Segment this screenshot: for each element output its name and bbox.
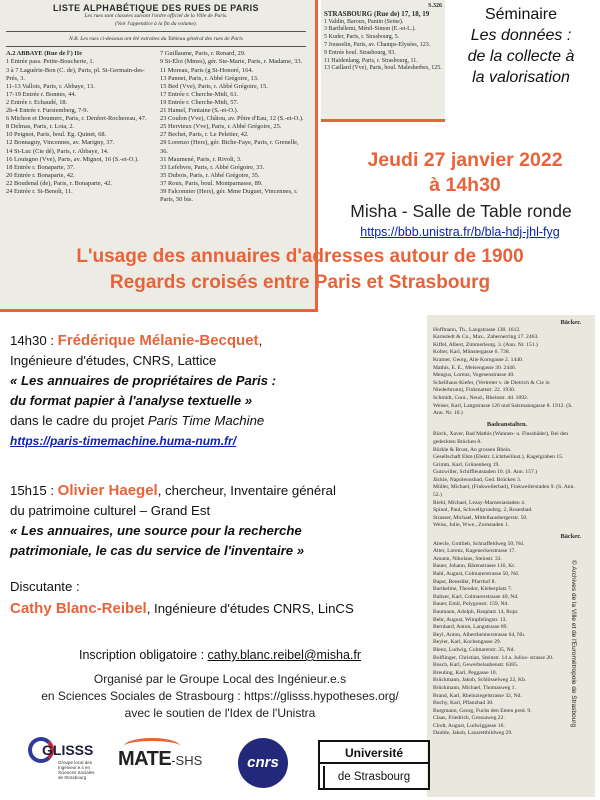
talk-1-link[interactable]: https://paris-timemachine.huma-num.fr/ — [10, 434, 237, 448]
scan-line: Brand, Karl, Rheinziegelstrasse 32, Nd. — [433, 692, 522, 699]
scan-line: 12 Bonnaguy, Vincennes, av. Marigny, 37. — [6, 139, 115, 147]
seminar-block — [446, 4, 596, 88]
scan-line: Strasser, Michael, Mittelhausbergerstr. 50. — [433, 514, 528, 521]
scan-right-header: Bäcker. — [560, 319, 581, 326]
scan-line: Mathis, E. E., Meisengasse 30. 2446. — [433, 364, 517, 371]
archive-credit: © Archives de la Ville et de l'Eurométropole de Strasbourg — [570, 560, 577, 728]
event-link[interactable]: https://bbb.unistra.fr/b/bla-hdj-jhl-fyg — [360, 225, 560, 239]
cnrs-logo: cnrs — [238, 738, 288, 788]
scan-line: 9 Entrée boul. Strasbourg, 93. — [324, 49, 396, 56]
scan-line: Beyler, Karl, Kochengasse 29. — [433, 639, 502, 646]
scan-line: 14 St-Luc (Cie dé), Paris, r. Abbaye, 14. — [6, 147, 109, 155]
scan-line: 11 Haidenlang, Paris, r. Strasbourg, 11. — [324, 57, 418, 64]
registration-label: Inscription obligatoire — [78, 648, 198, 662]
event-place: Misha - Salle de Table ronde — [350, 201, 572, 221]
seminar-topic-2: de la collecte à — [467, 48, 575, 65]
scan-line: 29 Lorenzo (Hers), gér. Biche-Faye, Paris, r. Grenelle, 36. — [160, 139, 299, 155]
scan-line: Clodt, August, Ludwiggasse 16. — [433, 722, 505, 729]
scan-line: Buchy, Karl, Pflanzbad 30. — [433, 700, 494, 707]
scan-line: Bapst, Benedikt, Pfarrhof 8. — [433, 578, 496, 585]
scan-line: Barthelme, Theodor, Kleberplatz 7. — [433, 586, 513, 593]
unistra-logo-line-1: Université — [320, 742, 428, 764]
scan-ref: N.B. Les rues ci-dessous ont été extraites du Tableau général des rues de Paris — [69, 36, 243, 43]
scan-line: 3 Barthélemi, Ménil-Simon (E.-et-L.). — [324, 26, 416, 33]
scan-line: Bauer, Emil, Polygonstr. 159, Nd. — [433, 601, 509, 608]
scan-line: Weiss, Julie, Wwe., Zornstaden 1. — [433, 522, 510, 529]
scan-line: 2b-4 Entrée r. Furstemberg, 7-9. — [6, 107, 89, 115]
talk-1-time: 14h30 : — [10, 333, 58, 348]
scan-line: 23 Coulon (Vve), Châtou, av. Pôtre d'Eau, 12 (S.-et-O.). — [160, 115, 304, 123]
scan-right-lines-b — [433, 431, 581, 530]
gliss-logo-word: GLISSS — [42, 742, 94, 758]
talk-1-title-1: « Les annuaires de propriétaires de Paris : — [10, 373, 277, 388]
scan-line: Breuling, Karl, Peggasse 10. — [433, 669, 498, 676]
scan-line: Brückmann, Michael, Thomasweg 1. — [433, 684, 516, 691]
scan-line: Schellhaus-Kiefer, (Vertreter v. de Dietrich & Cie in Niederbronn), Finkmattstr. 22. 1930. — [433, 379, 550, 394]
scan-line: 1 Entrée pass. Petite-Boucherie, 1. — [6, 58, 95, 66]
scan-subheading: Les rues sont classées suivant l'ordre officiel de la Ville de Paris. — [84, 13, 228, 20]
talk-2-role-1: , chercheur, Inventaire général — [157, 483, 336, 498]
scan-left-column — [6, 50, 152, 204]
registration-email[interactable]: cathy.blanc.reibel@misha.fr — [207, 648, 362, 662]
scan-line: Abecle, Gottlieb, Schnaffeldweg 50, Nd. — [433, 540, 525, 547]
scan-line: Spinnl, Paul, Schwellgrundstg. 2, Rosenbad. — [433, 507, 533, 514]
scan-line: Dauble, Jakob, Lazarettbildweg 29. — [433, 730, 513, 737]
scan-image-strasbourg-street — [321, 0, 445, 122]
scan-line: 37 Roux, Paris, boul. Montparnasse, 89. — [160, 179, 263, 187]
scan-line: 7 Jousselin, Paris, av. Champs-Elysées, 123. — [324, 41, 431, 48]
scan-mid-number: S.326 — [428, 3, 442, 9]
scan-line: Burgmann, Georg, Fuchs den Enten pred. 9. — [433, 707, 532, 714]
scan-line: Bauer, Johann, Bärenstrasse 116, Kr. — [433, 563, 516, 570]
discussant-role: , Ingénieure d'études CNRS, LinCS — [146, 601, 354, 616]
seminar-topic-1: Les données : — [470, 27, 572, 44]
discussant-label: Discutante : — [10, 579, 80, 594]
scan-line: Bürkle & Brust, An grossen Rhein. — [433, 446, 512, 453]
scan-line: 7 Guillaume, Paris, r. Renard, 29. — [160, 50, 246, 58]
scan-note: (Voir l'appendice à la fin du volume). — [115, 21, 197, 28]
scan-line: Bolflinger, Christian, Steinstr. 14 a. Julius- strasse 20. — [433, 654, 554, 661]
scan-line: 15 Bed (Vve), Paris, r. Abbé Grégoire, 15. — [160, 82, 268, 90]
scan-line: Hoffmann, Th., Langstrasse 138. 1612. — [433, 326, 521, 333]
scan-line: 11 Moreau, Paris (g St-Honoré, 164. — [160, 66, 254, 74]
scan-line: Behr, August, Wimpfelingstr. 13. — [433, 616, 507, 623]
scan-right-section: Badeanstalten. — [486, 420, 528, 428]
scan-line: A.2 ABBAYE (Rue de l') IIe — [6, 50, 83, 58]
talk-1 — [10, 331, 428, 451]
scan-line: Amann, Nikolaus, Steinstr. 33. — [433, 555, 502, 562]
scan-line: Baumann, Adolph, Bauplatz 14, Rupr. — [433, 608, 519, 615]
scan-line: 16 Louisgno (Vve), Paris, av. Mignot, 16 (S.-et-O.). — [6, 155, 139, 163]
scan-right-header-2: Bäcker. — [560, 533, 581, 541]
talk-2-title-2: patrimoniale, le cas du service de l'inventaire » — [10, 543, 305, 558]
scan-right-lines-c — [433, 541, 581, 738]
scan-line: Müller, Michael, (Finkweilerbad), Finkweilerstaden 9. (S. Ann. 52.) — [433, 484, 575, 499]
scan-line: Claas, Friedrich, Grossaweg 22. — [433, 715, 505, 722]
event-date: Jeudi 27 janvier 2022 — [367, 149, 563, 171]
scan-line: Alter, Lorenz, Kageneckerstrasse 17. — [433, 548, 516, 555]
gliss-logo — [28, 735, 98, 795]
unistra-logo-line-2: de Strasbourg — [320, 766, 428, 788]
gliss-logo-caption: Groupe local des Ingénieur.e.s en Sciences Sociales de Strasbourg — [58, 760, 95, 780]
scan-line: Gesellschaft Ehm (Elektr. Lichtheilinst.), Kagelgraben 15. — [433, 454, 564, 461]
registration — [0, 648, 440, 662]
scan-line: 18 Entrée r. Bonaparte, 37. — [6, 163, 75, 171]
talk-1-comma: , — [258, 333, 263, 348]
scan-line: Baltzer, Karl, Colmarerstrasse 40, Nd. — [433, 593, 519, 600]
scan-line: Jäckle, Napoleonsbad, Ged. Brücken 3. — [433, 476, 522, 483]
talk-2-time: 15h15 : — [10, 483, 58, 498]
scan-line: 20 Entrée r. Bonaparte, 42. — [6, 171, 75, 179]
seminar-topic-3: la valorisation — [472, 69, 570, 86]
talk-2-role-2: du patrimoine culturel – Grand Est — [10, 503, 211, 518]
discussant-name: Cathy Blanc-Reibel — [10, 600, 147, 617]
scan-line: 10 Peignot, Paris, boul. Eg. Quinet, 68. — [6, 131, 107, 139]
scan-line: Kolter, Karl, Münstergasse 6. 738. — [433, 349, 511, 356]
organizer — [0, 671, 440, 722]
scan-line: Gutzwiller, Schiffleutstaden 10. (S. Ann. 157.) — [433, 469, 538, 476]
organizer-line-1: Organisé par le Groupe Local des Ingénieur.e.s — [93, 672, 347, 686]
mate-shs-logo — [118, 748, 218, 784]
scan-line: Kramer, Georg, Alte Korngasse 2. 1440. — [433, 356, 524, 363]
scan-right-column — [160, 50, 306, 204]
scan-line: 9 St-Eloi (Mmes), gér. Ste-Marie, Paris, r. Madame, 33. — [160, 58, 303, 66]
scan-line: 27 Bechet, Paris, r. Le Peletier, 42. — [160, 131, 249, 139]
scan-line: 22 Boudenal (de), Paris, r. Bonaparte, 42. — [6, 179, 112, 187]
scan-line: Riehl, Michael, Lezay-Marnesiastaden 4. — [433, 499, 526, 506]
scan-line: Bahl, August, Colmarerstrasse 50, Nd. — [433, 571, 520, 577]
scan-line: 17 Entrée r. Cherche-Midi, 61. — [160, 90, 239, 98]
scan-line: 33 Lefebvre, Paris, r. Abbé Grégoire, 33. — [160, 163, 265, 171]
scan-right-lines-a — [433, 327, 581, 418]
scan-line: Bernhard, Anton, Langstrasse 89. — [433, 624, 508, 631]
scan-line: 19 Entrée r. Cherche-Midi, 57. — [160, 98, 239, 106]
scan-line: Blenz, Ludwig, Colmarerstr. 35, Nd. — [433, 646, 515, 653]
event-date-block — [330, 148, 600, 198]
talk-2-speaker: Olivier Haegel — [57, 482, 158, 499]
scan-line: 6 Michon et Doumerc, Paris, r. Denfert-Rochereau, 47. — [6, 115, 147, 123]
talk-1-project: Paris Time Machine — [147, 413, 265, 428]
scan-mid-street: STRASBOURG (Rue de) 17, 18, 19 — [324, 9, 430, 18]
scan-line: Kiffel, Albert, Zimmerleutg. 3. (Ann. Nr. 151.) — [433, 341, 538, 348]
scan-line: 17-19 Entrée r. Bonnes, 44. — [6, 90, 77, 98]
mate-logo-word: MATE — [118, 748, 172, 770]
talk-1-role: Ingénieure d'études, CNRS, Lattice — [10, 353, 217, 368]
scan-line: Bosch, Karl, Gewerbelaubenstr. 6385. — [433, 662, 519, 669]
scan-line: 39 Falconnier (Hers), gér. Mme Duguet, Vincennes, r. Paris, 50 bis. — [160, 187, 298, 204]
scan-heading: LISTE ALPHABÉTIQUE DES RUES DE PARIS — [53, 3, 259, 13]
scan-line: 24 Entrée r. St-Benoît, 11. — [6, 187, 73, 195]
scan-line: 31 Maumené, Paris, r. Rivoli, 3. — [160, 155, 242, 163]
title-line-2: Regards croisés entre Paris et Strasbourg — [109, 272, 491, 293]
scan-line: 21 Hamel, Fontaine (S.-et-O.). — [160, 107, 239, 115]
scan-line: 11-13 Vallois, Paris, r. Abbaye, 13. — [6, 82, 95, 90]
scan-line: 13 Caillard (Vve), Paris, boul. Malesherbes, 125. — [324, 65, 442, 72]
scan-line: Bürck, Xaver, Bad Mathis (Wannen- u. Flussbäder), Bei den gedeckten Brücken 8. — [433, 431, 569, 445]
organizer-line-2: en Sciences Sociales de Strasbourg : https://glisss.hypotheses.org/ — [41, 689, 399, 703]
scan-line: 3 à 7 Laguérie-Bon (C. de), Paris, pl. St-Germain-des-Prés, 3. — [6, 66, 145, 82]
talk-1-speaker: Frédérique Mélanie-Becquet — [57, 332, 259, 349]
scan-line: Beyl, Anton, Albertheimerstrasse 64, Nb. — [433, 631, 526, 638]
scan-line: Brückmann, Jakob, Schlösselweg 22, Kb. — [433, 677, 527, 684]
seminar-label: Séminaire — [484, 6, 558, 23]
scan-line: 13 Pannet, Paris, r. Abbé Grégoire, 13. — [160, 74, 259, 82]
talk-2-title-1: « Les annuaires, une source pour la recherche — [10, 523, 302, 538]
scan-mid-lines — [324, 19, 442, 74]
mate-arc-icon — [124, 738, 180, 754]
scan-line: 8 Delmas, Paris, r. Lota, 2. — [6, 123, 75, 131]
scan-line: Mengus, Lorenz, Vogesenstrasse 40. — [433, 372, 515, 379]
discussant — [10, 577, 428, 619]
scan-line: 2 Entrée r. Echaudé, 18. — [6, 98, 68, 106]
event-time: à 14h30 — [429, 174, 501, 196]
scan-line: Grimm, Karl, Grünenberg 19. — [433, 461, 500, 468]
title-line-1: L'usage des annuaires d'adresses autour de 1900 — [76, 246, 524, 267]
talk-1-title-2: du format papier à l'analyse textuelle » — [10, 393, 253, 408]
scan-line: 25 Hervieux (Vve), Paris, r. Abbé Grégoire, 25. — [160, 123, 282, 131]
scan-line: 35 Dubois, Paris, r. Abbé Grégoire, 35. — [160, 171, 260, 179]
scan-line: Schmidt, Conr., Neud., Rheinstr. 4d. 1092. — [433, 394, 529, 401]
talk-2 — [10, 481, 428, 561]
registration-sep: : — [197, 648, 208, 662]
organizer-line-3: avec le soutien de l'Idex de l'Unistra — [124, 706, 316, 720]
talk-1-context: dans le cadre du projet — [10, 413, 148, 428]
scan-line: Weiser, Karl, Langstrasse 126 und Salzmanngasse 8. 1912. (S. Ann. Nr. 10.) — [433, 402, 573, 417]
scan-line: 5 Kuder, Paris, r. Strasbourg, 5. — [324, 34, 400, 41]
mate-logo-suffix: -SHS — [171, 753, 203, 768]
unistra-logo — [318, 740, 430, 790]
scan-line: Karnstedt & Co., Max., Zabernerring 17. 2463. — [433, 334, 539, 341]
scan-line: 1 Valdin, Baroux, Pantin (Seine). — [324, 18, 404, 25]
page-title — [0, 244, 600, 296]
